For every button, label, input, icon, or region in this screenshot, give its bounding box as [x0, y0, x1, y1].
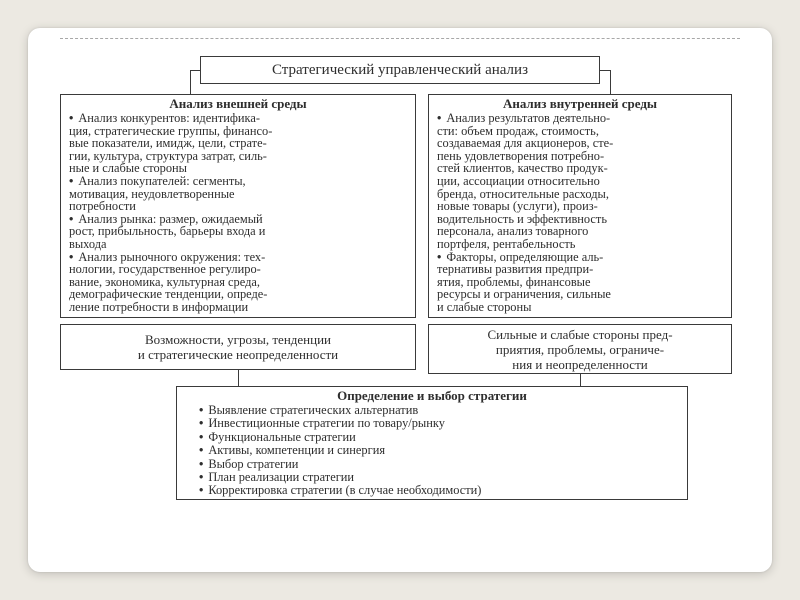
list-item: новые товары (услуги), произ-: [437, 199, 598, 214]
strengths-line: Сильные и слабые стороны пред-: [487, 326, 673, 342]
internal-analysis-box: [428, 94, 732, 318]
internal-analysis-heading: Анализ внутренней среды: [502, 96, 658, 111]
external-analysis-heading: Анализ внешней среды: [169, 96, 307, 111]
list-item: портфеля, рентабельность: [437, 236, 576, 251]
opportunities-line: и стратегические неопределенности: [137, 347, 339, 362]
strategy-item: • Выбор стратегии: [199, 458, 677, 471]
list-item: ление потребности в информации: [69, 299, 249, 314]
list-item: водительность и эффективность: [437, 211, 607, 226]
list-item: вые показатели, имидж, цели, страте-: [69, 136, 267, 151]
list-item: тернативы развития предпри-: [437, 262, 594, 277]
external-analysis-box: [60, 94, 416, 318]
list-item: и слабые стороны: [437, 299, 532, 314]
list-item: ятия, проблемы, финансовые: [437, 274, 591, 289]
connector-title-right: [600, 70, 610, 71]
diagram-title: [200, 56, 600, 84]
connector-left-to-strategy: [238, 370, 239, 386]
connector-title-right-down: [610, 70, 611, 94]
list-item: • Анализ рынка: размер, ожидаемый: [69, 213, 407, 226]
list-item: сти: объем продаж, стоимость,: [437, 123, 599, 138]
list-item: рост, прибыльность, барьеры входа и: [69, 224, 266, 239]
strategy-selection-box: [176, 386, 688, 500]
opportunities-line: Возможности, угрозы, тенденции: [144, 332, 331, 347]
list-item: ция, стратегические группы, финансо-: [69, 123, 273, 138]
list-item: • Факторы, определяющие аль-: [437, 251, 723, 264]
strategy-item: • Функциональные стратегии: [199, 431, 677, 444]
list-item: персонала, анализ товарного: [437, 224, 589, 239]
list-item: вание, экономика, культурная среда,: [69, 274, 260, 289]
list-item: • Анализ покупателей: сегменты,: [69, 175, 407, 188]
list-item: ные и слабые стороны: [69, 161, 187, 176]
strengths-weaknesses-box: [428, 324, 732, 374]
strategy-item: • Активы, компетенции и синергия: [199, 444, 677, 457]
list-item: демографические тенденции, опреде-: [69, 287, 268, 302]
list-item: мотивация, неудовлетворенные: [69, 186, 235, 201]
internal-analysis-list: [437, 112, 723, 314]
list-item: потребности: [69, 199, 136, 214]
list-item: • Анализ рыночного окружения: тех-: [69, 251, 407, 264]
list-item: бренда, относительные расходы,: [437, 186, 609, 201]
strengths-line: приятия, проблемы, ограниче-: [495, 341, 665, 357]
connector-title-left-down: [190, 70, 191, 94]
strategy-item: • Выявление стратегических альтернатив: [199, 404, 677, 417]
diagram-title-text: Стратегический управленческий анализ: [271, 61, 528, 78]
list-item: • Анализ результатов деятельно-: [437, 112, 723, 125]
strategy-item: • Инвестиционные стратегии по товару/рынку: [199, 417, 677, 430]
list-item: создаваемая для акционеров, сте-: [437, 136, 614, 151]
list-item: гии, культура, структура затрат, силь-: [69, 148, 267, 163]
strengths-line: ния и неопределенности: [512, 356, 648, 372]
dashed-divider: [60, 38, 740, 39]
strategy-selection-list: [187, 404, 677, 498]
list-item: нологии, государственное регулиро-: [69, 262, 261, 277]
strategy-selection-heading: Определение и выбор стратегии: [337, 388, 527, 403]
connector-title-left: [190, 70, 200, 71]
external-analysis-list: [69, 112, 407, 314]
list-item: выхода: [69, 236, 107, 251]
list-item: пень удовлетворения потребно-: [437, 148, 605, 163]
strategy-item: • План реализации стратегии: [199, 471, 677, 484]
list-item: стей клиентов, качество продук-: [437, 161, 608, 176]
opportunities-threats-box: [60, 324, 416, 370]
list-item: • Анализ конкурентов: идентифика-: [69, 112, 407, 125]
strategy-item: • Корректировка стратегии (в случае необходимости): [199, 484, 677, 497]
list-item: ресурсы и ограничения, сильные: [437, 287, 611, 302]
connector-right-to-strategy: [580, 374, 581, 386]
list-item: ции, ассоциации относительно: [437, 173, 600, 188]
